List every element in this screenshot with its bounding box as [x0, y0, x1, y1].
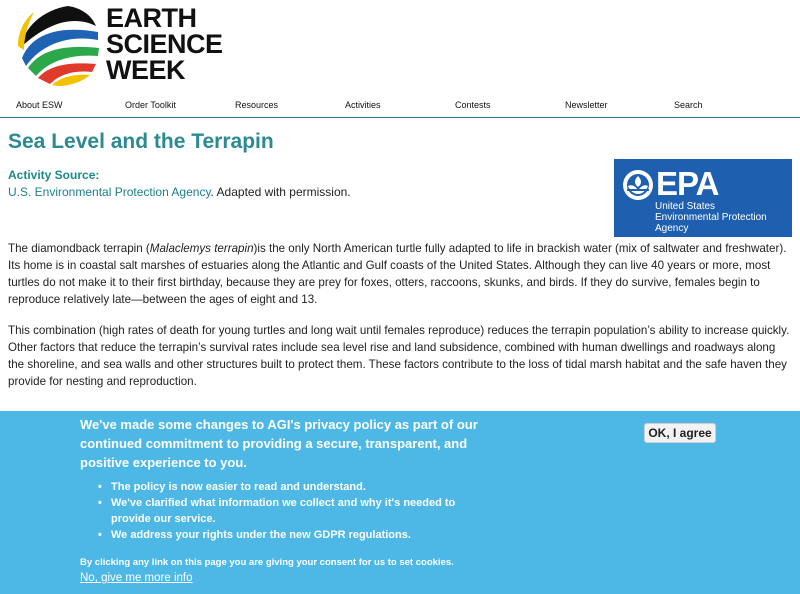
intro-paragraph [8, 240, 792, 308]
main-nav [0, 92, 800, 118]
epa-agency-name [655, 201, 767, 234]
privacy-changes-list [96, 479, 455, 543]
second-paragraph: This combination (high rates of death for young turtles and long wait until females reproduce) reduces the terrapin population’s ability to increase quickly. Other factors that reduce the terrapin’s survival rates include sea level rise and land subsidence, combined with human dwellings and roadways along the shoreline, and sea walls and other structures built to protect them. These factors contribute to the loss of tidal marsh habitat and the safe haven they provide for nesting and reproduction. [8, 324, 790, 388]
epa-logo[interactable] [614, 159, 792, 237]
logo-line-3: WEEK [106, 55, 185, 85]
privacy-bullet-2-continued: provide our service. [111, 513, 216, 525]
activity-source-line [8, 185, 351, 199]
logo-line-2: SCIENCE [106, 29, 223, 59]
earth-science-week-logo[interactable] [16, 2, 246, 86]
logo-line-1: EARTH [106, 3, 197, 33]
nav-item-contests[interactable]: Contests [455, 100, 491, 110]
globe-logo-icon [16, 2, 100, 86]
epa-source-link[interactable]: U.S. Environmental Protection Agency [8, 185, 211, 199]
species-name: Malaclemys terrapin [149, 242, 254, 255]
epa-flower-icon [622, 169, 654, 201]
privacy-bullet-1: • The policy is now easier to read and understand. [96, 479, 455, 495]
epa-line-1: United States [655, 201, 716, 212]
para1-start: The diamondback terrapin ( [8, 242, 150, 255]
para1-rest: )is the only North American turtle fully adapted to life in brackish water (mix of saltwater and freshwater). Its home is in coastal salt marshes of estuaries along the Atlantic and Gulf coasts of the United States. Although they can live 40 years or more, most turtles do not make it to their first birthday, because they are prey for foxes, otters, raccoons, skunks, and birds. If they do survive, females begin to reproduce relatively late—between the ages of eight and 13. [8, 242, 787, 306]
privacy-bullet-3: • We address your rights under the new GDPR regulations. [96, 527, 455, 543]
nav-item-resources[interactable]: Resources [235, 100, 279, 110]
epa-line-2: Environmental Protection [655, 212, 767, 223]
privacy-banner-heading: We've made some changes to AGI's privacy policy as part of our continued commitment to providing a secure, transparent, and positive experience to you. [80, 417, 478, 470]
nav-item-newsletter[interactable]: Newsletter [565, 100, 608, 110]
nav-item-about-esw[interactable]: About ESW [16, 100, 63, 110]
activity-source-label: Activity Source: [8, 168, 100, 182]
source-suffix: . Adapted with permission. [210, 185, 351, 199]
cookie-consent-text: By clicking any link on this page you are giving your consent for us to set cookies. [80, 557, 454, 568]
epa-line-3: Agency [655, 223, 689, 234]
more-info-link[interactable]: No, give me more info [80, 572, 193, 584]
nav-item-activities[interactable]: Activities [345, 100, 381, 110]
epa-acronym: EPA [656, 165, 719, 202]
nav-item-search[interactable]: Search [674, 100, 703, 110]
nav-item-order-toolkit[interactable]: Order Toolkit [125, 100, 176, 110]
site-header [0, 0, 800, 92]
page-title: Sea Level and the Terrapin [8, 130, 274, 153]
privacy-bullet-2: • We've clarified what information we collect and why it's needed to [96, 495, 455, 511]
logo-wordmark [106, 5, 223, 83]
ok-agree-button[interactable]: OK, I agree [644, 423, 716, 443]
privacy-cookie-banner [0, 411, 800, 594]
